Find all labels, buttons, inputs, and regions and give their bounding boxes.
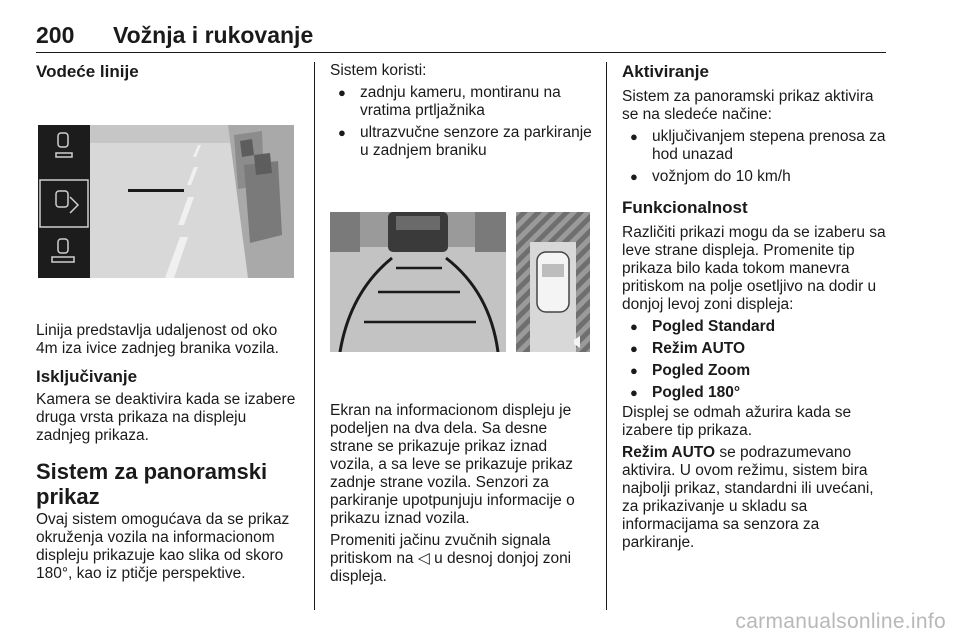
list-item: ● Pogled 180° — [622, 384, 888, 402]
panoramic-view-figure — [330, 212, 590, 357]
page-number: 200 — [36, 22, 75, 48]
update-text: Displej se odmah ažurira kada se izabere tip prikaza. — [622, 404, 852, 439]
column-divider — [606, 62, 607, 610]
uses-intro: Sistem koristi: — [330, 62, 427, 79]
guide-lines-figure — [38, 125, 294, 283]
view-list — [622, 318, 888, 402]
auto-text: Režim AUTO se podrazumevano aktivira. U ovom režimu, sistem bira najbolji prikaz, standardni ili uvećani, za prikazivanje u skladu sa informacijama sa senzora za parkiranje. — [622, 444, 874, 551]
heading-system-line1: Sistem za panoramski — [36, 459, 268, 484]
system-text: Ovaj sistem omogućava da se prikaz okruženja vozila na informacionom displeju prikazuje kao slika od skoro 180°, kao iz ptičje perspektive. — [36, 511, 290, 582]
heading-function: Funkcionalnost — [622, 198, 748, 217]
heading-off: Isključivanje — [36, 367, 138, 386]
uses-list — [330, 84, 592, 160]
heading-system-line2: prikaz — [36, 484, 100, 509]
list-item: ● vožnjom do 10 km/h — [622, 168, 888, 186]
column-middle-lower — [330, 402, 592, 586]
activation-intro: Sistem za panoramski prikaz aktivira se na sledeće načine: — [622, 88, 874, 123]
chapter-title: Vožnja i rukovanje — [113, 22, 314, 48]
column-left-lower — [36, 322, 298, 583]
guides-caption: Linija predstavlja udaljenost od oko 4m iza ivice zadnjeg branika vozila. — [36, 322, 279, 357]
off-text: Kamera se deaktivira kada se izabere druga vrsta prikaza na displeju zadnjeg prikaza. — [36, 391, 296, 444]
sound-text: Promeniti jačinu zvučnih signala pritiskom na ◁ u desnoj donjoj zoni displeja. — [330, 532, 572, 585]
function-text: Različiti prikazi mogu da se izaberu sa leve strane displeja. Promenite tip prikaza bilo kada tokom manevra pritiskom na polje osetljivo na dodir u donjoj levoj zoni displeja: — [622, 224, 886, 313]
list-item: ● Pogled Standard — [622, 318, 888, 336]
heading-activation: Aktiviranje — [622, 62, 709, 81]
column-middle — [330, 62, 592, 160]
volume-triangle-icon: ◁ — [417, 550, 430, 567]
column-right — [622, 62, 888, 552]
list-item: ● Režim AUTO — [622, 340, 888, 358]
heading-guides: Vodeće linije — [36, 62, 139, 81]
screen-text: Ekran na informacionom displeju je podeljen na dva dela. Sa desne strane se prikazuje prikaz iznad vozila, a sa leve se prikazuje prikaz zadnje strane vozila. Senzori za parkiranje upotpunjuju informacije o prikazu iznad vozila. — [330, 402, 575, 527]
list-item: ● ultrazvučne senzore za parkiranje u zadnjem braniku — [330, 124, 592, 160]
page-header — [36, 18, 886, 53]
list-item: ● Pogled Zoom — [622, 362, 888, 380]
column-divider — [314, 62, 315, 610]
watermark: carmanualsonline.info — [735, 610, 946, 633]
activation-list — [622, 128, 888, 186]
heading-system — [36, 459, 298, 509]
list-item: ● zadnju kameru, montiranu na vratima prtljažnika — [330, 84, 592, 120]
column-left — [36, 62, 298, 82]
list-item: ● uključivanjem stepena prenosa za hod unazad — [622, 128, 888, 164]
